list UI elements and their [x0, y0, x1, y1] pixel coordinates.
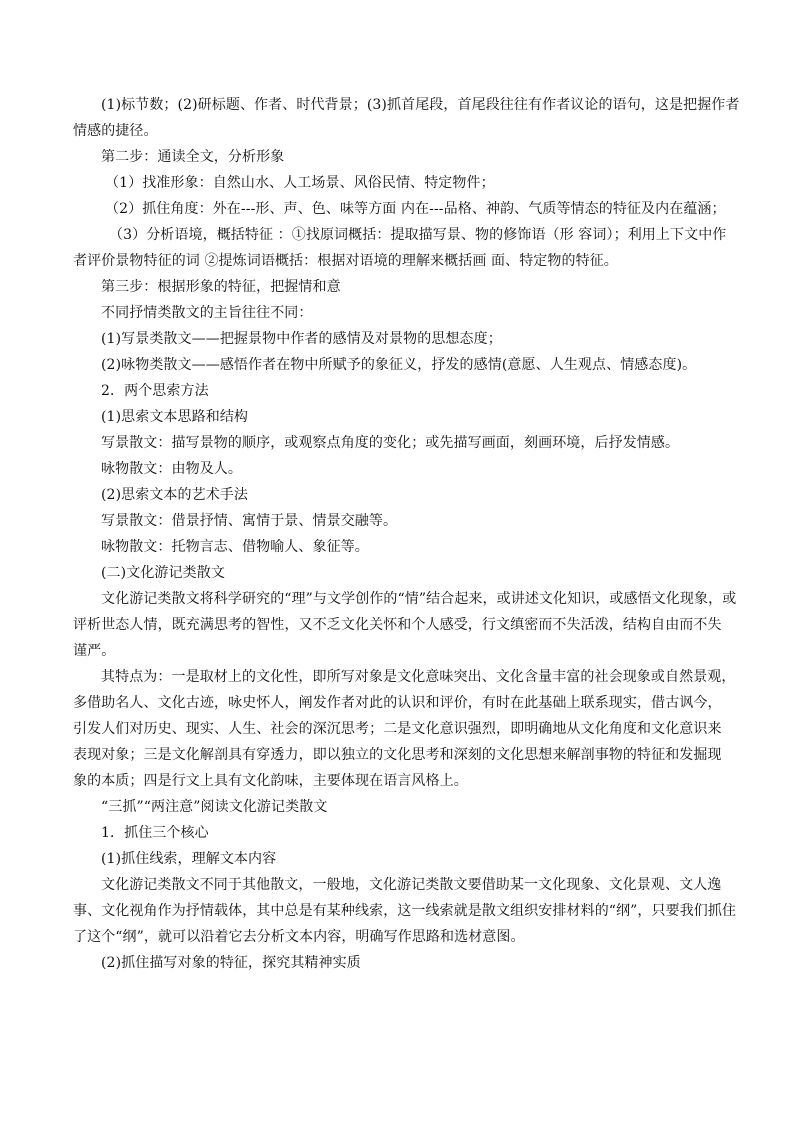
text-line: 了这个“纲”，就可以沿着它去分析文本内容，明确写作思路和选材意图。 [73, 929, 525, 945]
text-line: 情感的捷径。 [73, 123, 158, 139]
section-heading: (二)文化游记类散文 [101, 565, 225, 581]
section-heading: 1．抓住三个核心 [101, 825, 209, 841]
text-line: 谨严。 [73, 643, 116, 659]
subheading: (2)抓住描写对象的特征，探究其精神实质 [101, 955, 361, 971]
subheading: (1)思索文本思路和结构 [101, 409, 249, 425]
text-line: (1)标节数；(2)研标题、作者、时代背景；(3)抓首尾段，首尾段往往有作者议论的语句，这是把握作者 [101, 97, 740, 113]
text-line: 者评价景物特征的词 ②提炼词语概括：根据对语境的理解来概括画 面、特定物的特征。 [73, 253, 618, 269]
list-item: （1）找准形象：自然山水、人工场景、风俗民情、特定物件； [105, 175, 495, 191]
section-heading: 第三步：根据形象的特征，把握情和意 [101, 279, 341, 295]
text-line: 评析世态人情，既充满思考的智性，又不乏文化关怀和个人感受，行文缜密而不失活泼，结构自由而不失 [73, 617, 722, 633]
section-heading: “三抓”“两注意”阅读文化游记类散文 [101, 799, 328, 815]
text-line: 咏物散文：由物及人。 [101, 461, 242, 477]
text-line: 不同抒情类散文的主旨往往不同： [101, 305, 313, 321]
text-line: 文化游记类散文将科学研究的“理”与文学创作的“情”结合起来，或讲述文化知识，或感悟文化现象，或 [101, 591, 737, 607]
text-line: 咏物散文：托物言志、借物喻人、象征等。 [101, 539, 369, 555]
subheading: (2)思索文本的艺术手法 [101, 487, 249, 503]
list-item: (2)咏物类散文——感悟作者在物中所赋予的象征义，抒发的感情(意愿、人生观点、情感态度)。 [101, 357, 697, 373]
subheading: (1)抓住线索，理解文本内容 [101, 851, 277, 867]
text-line: 其特点为：一是取材上的文化性，即所写对象是文化意味突出、文化含量丰富的社会现象或自然景观， [101, 669, 736, 685]
text-line: 事、文化视角作为抒情载体，其中总是有某种线索，这一线索就是散文组织安排材料的“纲”，只要我们抓住 [73, 903, 737, 919]
list-item: (1)写景类散文——把握景物中作者的感情及对景物的思想态度； [101, 331, 502, 347]
list-item: （2）抓住角度：外在---形、声、色、味等方面 内在---品格、神韵、气质等情态的特征及内在蕴涵； [105, 201, 726, 217]
text-line: 写景散文：借景抒情、寓情于景、情景交融等。 [101, 513, 398, 529]
list-item: （3）分析语境，概括特征 ：①找原词概括：提取描写景、物的修饰语（形 容词）；利用上下文中作 [109, 227, 727, 243]
section-heading: 2．两个思索方法 [101, 383, 209, 399]
text-line: 多借助名人、文化古迹，咏史怀人，阐发作者对此的认识和评价，有时在此基础上联系现实，借古讽今， [73, 695, 722, 711]
text-line: 写景散文：描写景物的顺序，或观察点角度的变化；或先描写画面，刻画环境，后抒发情感。 [101, 435, 680, 451]
text-line: 引发人们对历史、现实、人生、社会的深沉思考；二是文化意识强烈，即明确地从文化角度和文化意识来 [73, 721, 722, 737]
section-heading: 第二步：通读全文，分析形象 [101, 149, 285, 165]
text-line: 表现对象；三是文化解剖具有穿透力，即以独立的文化思考和深刻的文化思想来解剖事物的特征和发掘现 [73, 747, 722, 763]
text-line: 象的本质；四是行文上具有文化韵味，主要体现在语言风格上。 [73, 773, 468, 789]
text-line: 文化游记类散文不同于其他散文，一般地，文化游记类散文要借助某一文化现象、文化景观、文人逸 [101, 877, 722, 893]
document-body [73, 92, 740, 976]
